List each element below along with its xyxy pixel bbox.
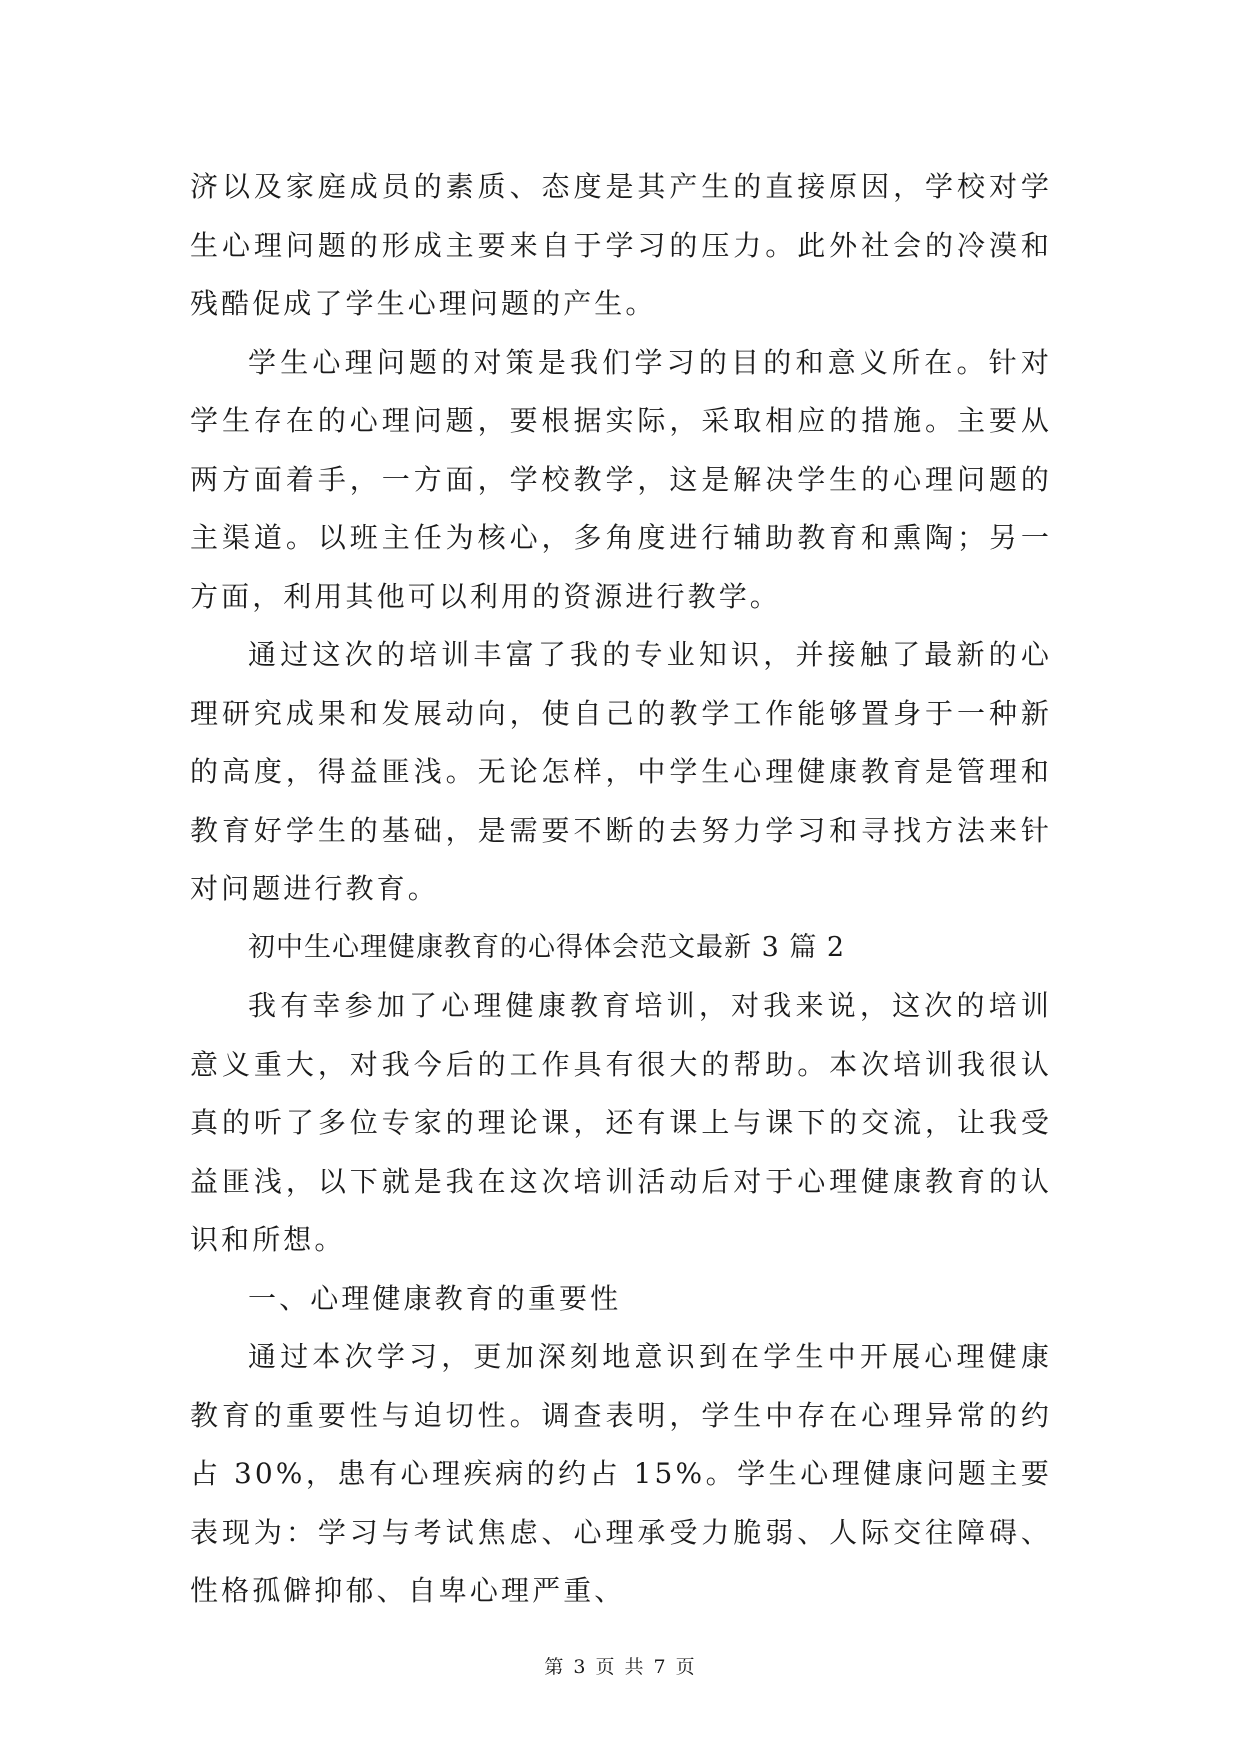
- paragraph-5: 通过本次学习，更加深刻地意识到在学生中开展心理健康教育的重要性与迫切性。调查表明，学生中存在心理异常的约占 30%，患有心理疾病的约占 15%。学生心理健康问题主要表现为：学习与考试焦虑、心理承受力脆弱、人际交往障碍、性格孤僻抑郁、自卑心理严重、: [190, 1340, 1052, 1607]
- section-heading: 一、心理健康教育的重要性: [248, 1281, 622, 1315]
- paragraph-1: 济以及家庭成员的素质、态度是其产生的直接原因，学校对学生心理问题的形成主要来自于学习的压力。此外社会的冷漠和残酷促成了学生心理问题的产生。: [190, 170, 1052, 320]
- paragraph-2: 学生心理问题的对策是我们学习的目的和意义所在。针对学生存在的心理问题，要根据实际，采取相应的措施。主要从两方面着手，一方面，学校教学，这是解决学生的心理问题的主渠道。以班主任为核心，多角度进行辅助教育和熏陶；另一方面，利用其他可以利用的资源进行教学。: [190, 345, 1052, 613]
- paragraph-3: 通过这次的培训丰富了我的专业知识，并接触了最新的心理研究成果和发展动向，使自己的教学工作能够置身于一种新的高度，得益匪浅。无论怎样，中学生心理健康教育是管理和教育好学生的基础，是需要不断的去努力学习和寻找方法来针对问题进行教育。: [190, 638, 1052, 905]
- section-title: 初中生心理健康教育的心得体会范文最新 3 篇 2: [248, 931, 846, 963]
- page-footer: 第 3 页 共 7 页: [544, 1656, 697, 1678]
- document-body: [190, 158, 1052, 1621]
- paragraph-4: 我有幸参加了心理健康教育培训，对我来说，这次的培训意义重大，对我今后的工作具有很大的帮助。本次培训我很认真的听了多位专家的理论课，还有课上与课下的交流，让我受益匪浅，以下就是我在这次培训活动后对于心理健康教育的认识和所想。: [190, 989, 1052, 1256]
